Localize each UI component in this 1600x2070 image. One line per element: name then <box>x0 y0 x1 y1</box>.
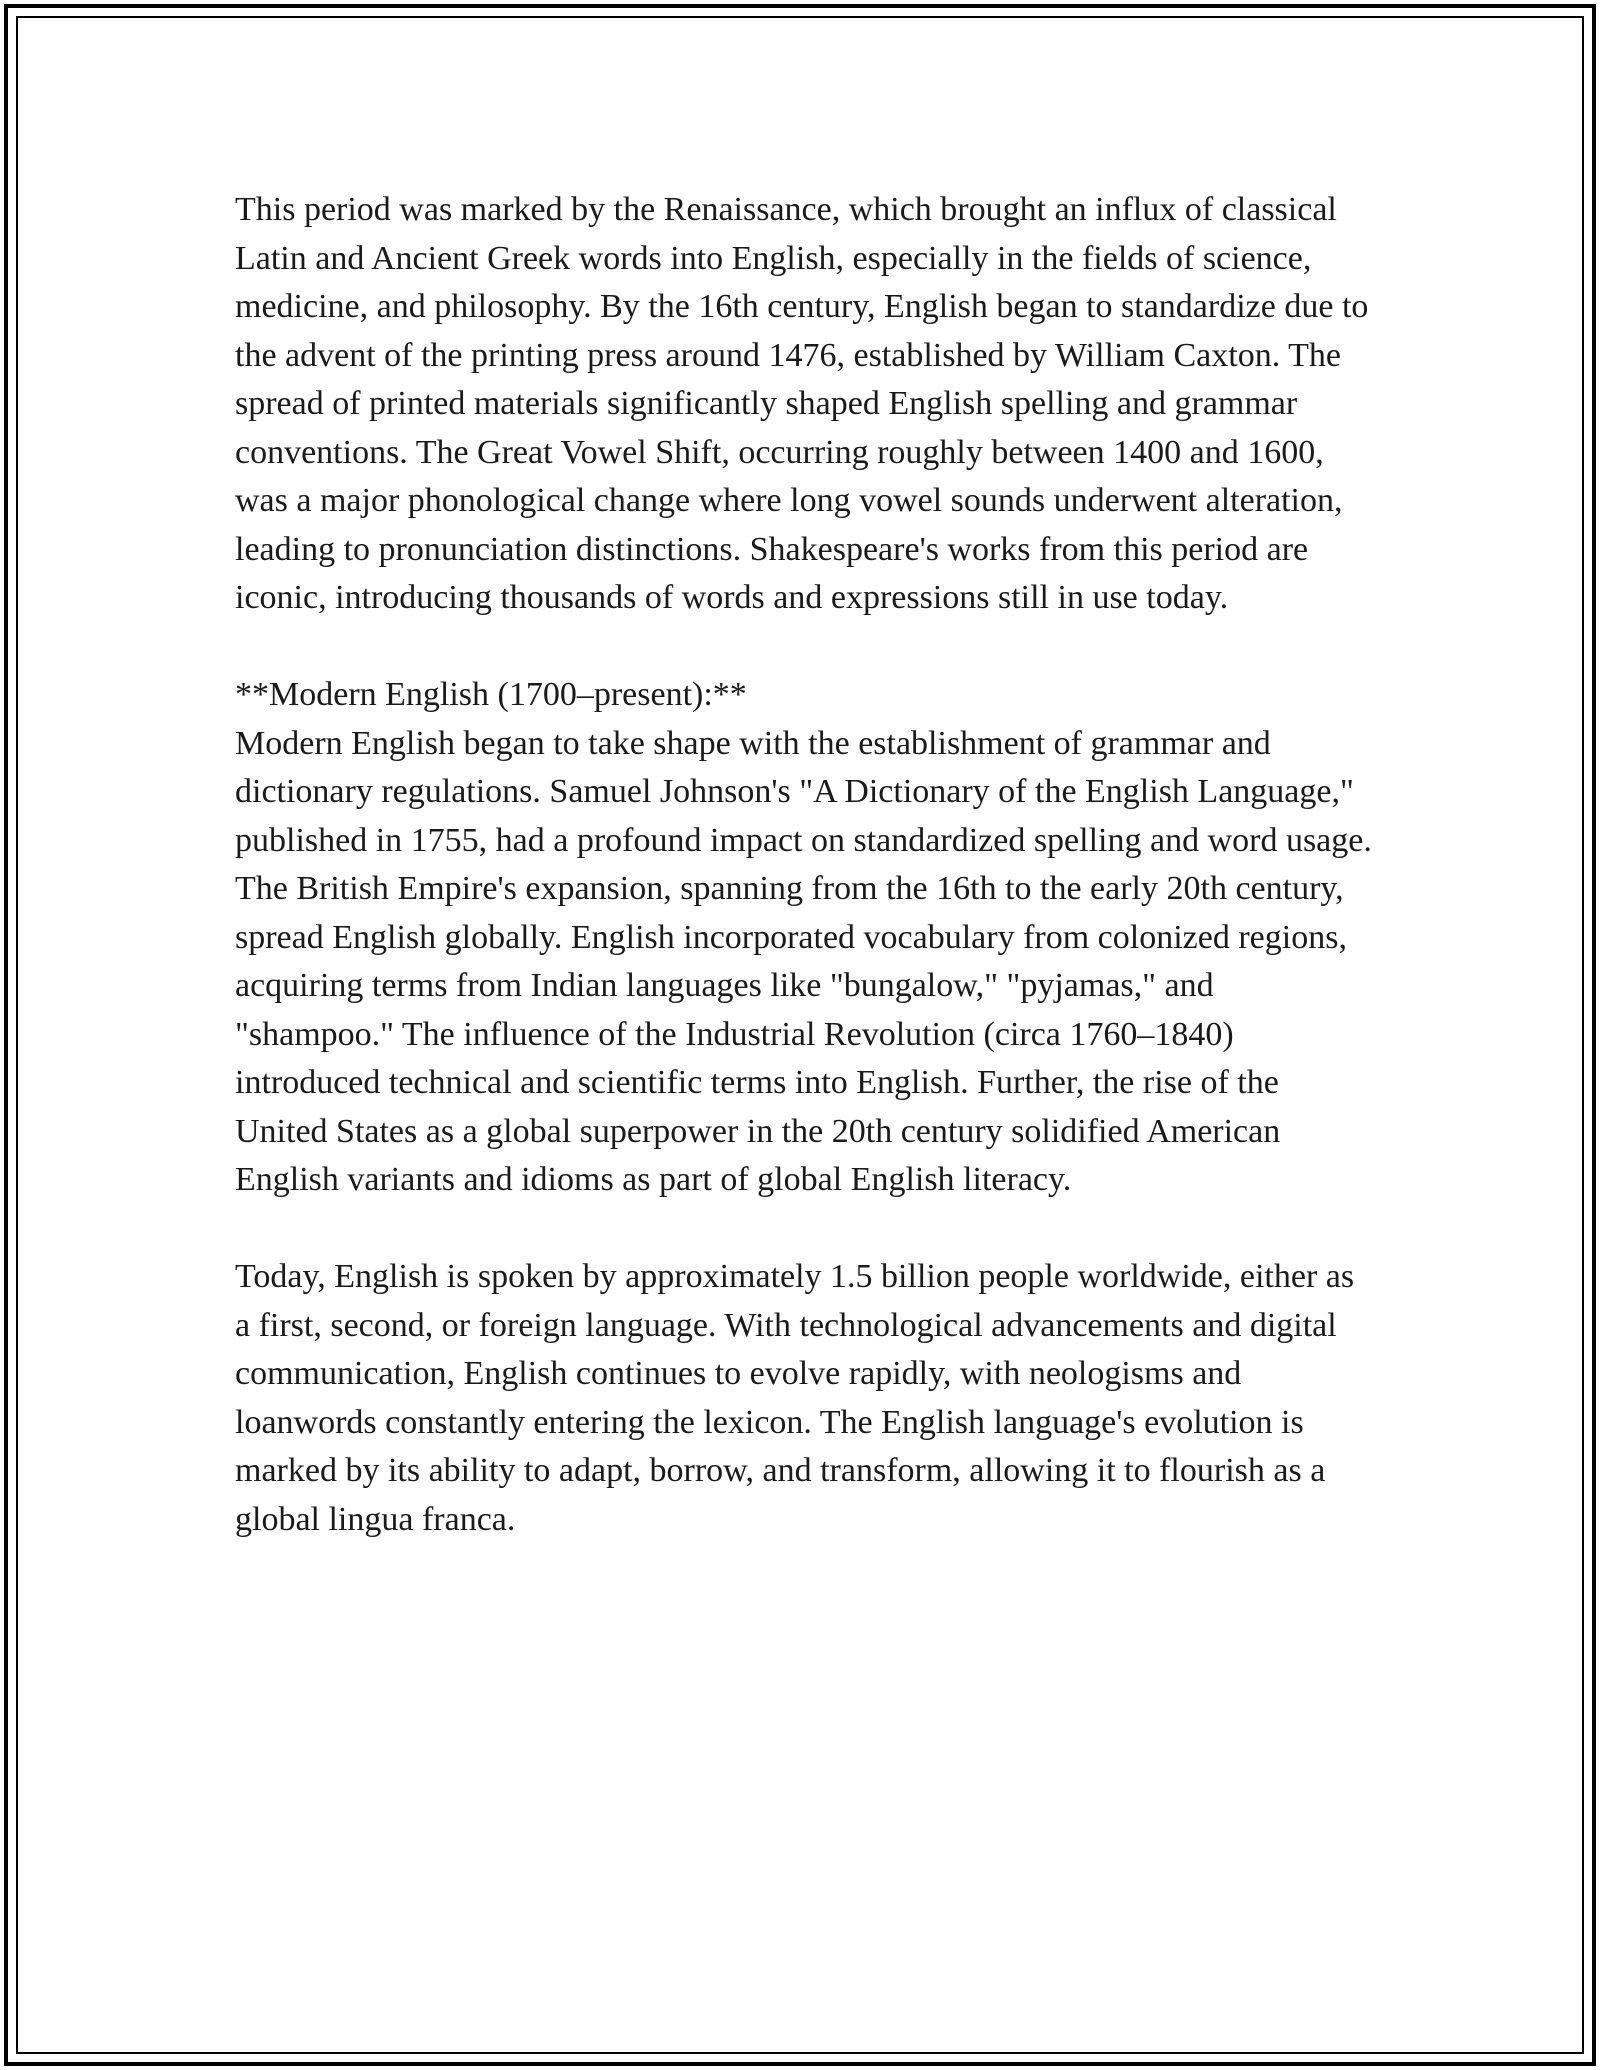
paragraph-early-modern-english: This period was marked by the Renaissance, which brought an influx of classical Latin and Ancient Greek words into English, especially in the fields of science, medicine, and philosophy. By the 16th century, English began to standardize due to the advent of the printing press around 1476, established by William Caxton. The spread of printed materials significantly shaped English spelling and grammar conventions. The Great Vowel Shift, occurring roughly between 1400 and 1600, was a major phonological change where long vowel sounds underwent alteration, leading to pronunciation distinctions. Shakespeare's works from this period are iconic, introducing thousands of words and expressions still in use today. <box>235 191 1369 616</box>
paragraph-english-today: Today, English is spoken by approximately 1.5 billion people worldwide, either as a first, second, or foreign language. With technological advancements and digital communication, English continues to evolve rapidly, with neologisms and loanwords constantly entering the lexicon. The English language's evolution is marked by its ability to adapt, borrow, and transform, allowing it to flourish as a global lingua franca. <box>235 1258 1355 1538</box>
paragraph-modern-english: Modern English began to take shape with the establishment of grammar and dictionary regulations. Samuel Johnson's "A Dictionary of the English Language," published in 1755, had a profound impact on standardized spelling and word usage. The British Empire's expansion, spanning from the 16th to the early 20th century, spread English globally. English incorporated vocabulary from colonized regions, acquiring terms from Indian languages like "bungalow," "pyjamas," and "shampoo." The influence of the Industrial Revolution (circa 1760–1840) introduced technical and scientific terms into English. Further, the rise of the United States as a global superpower in the 20th century solidified American English variants and idioms as part of global English literacy. <box>235 724 1372 1198</box>
document-body <box>235 186 1375 1593</box>
section-heading-modern-english: **Modern English (1700–present):** <box>235 676 747 713</box>
